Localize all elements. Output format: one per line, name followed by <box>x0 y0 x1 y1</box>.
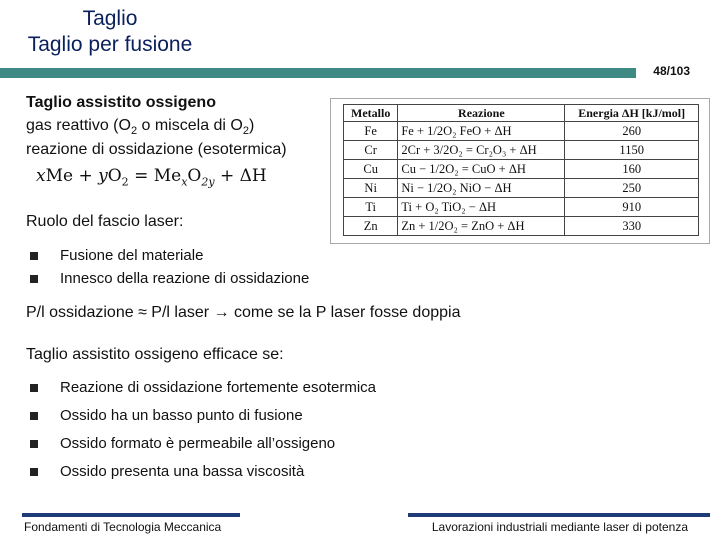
power-line: P/l ossidazione ≈ P/l laser → come se la P laser fosse doppia <box>26 304 461 321</box>
gas-line-prefix: gas reattivo (O <box>26 117 131 134</box>
formula-plus: + <box>73 166 99 186</box>
gas-line-mid: o miscela di O <box>137 117 243 134</box>
cell-energy: 160 <box>565 160 699 179</box>
formula-me: Me <box>45 166 74 186</box>
effective-title: Taglio assistito ossigeno efficace se: <box>26 346 284 363</box>
footer-bar-right <box>408 513 710 517</box>
oxidation-formula: xMe + $yO_2 = Me_xO_{2y} + \Delta H$ <box>36 166 267 189</box>
table-row <box>344 141 699 160</box>
laser-role-title: Ruolo del fascio laser: <box>26 213 184 230</box>
reaction-table <box>343 104 699 236</box>
cell-metal: Zn <box>344 217 398 236</box>
table-header-row <box>344 105 699 122</box>
col-header-energy: Energia ΔH [kJ/mol] <box>565 105 699 122</box>
cell-reaction: Ni − 1/2O₂ NiO − ΔH <box>398 179 565 198</box>
gas-line: gas reattivo ($O_2$ o miscela di $O_2$) <box>26 117 255 138</box>
formula-sub-x: x <box>181 175 188 189</box>
formula-oxide-metal: Me <box>153 166 182 186</box>
list-item: Ossido ha un basso punto di fusione <box>26 406 376 434</box>
table-row <box>344 122 699 141</box>
table-row <box>344 179 699 198</box>
formula-equals: = <box>128 166 154 186</box>
cell-energy: 1150 <box>565 141 699 160</box>
gas-line-suffix: ) <box>249 117 255 134</box>
formula-sub-2y: 2y <box>201 175 215 189</box>
list-item: Ossido presenta una bassa viscosità <box>26 462 376 490</box>
footer-left-text: Fondamenti di Tecnologia Meccanica <box>24 520 222 534</box>
formula-enthalpy: + ΔH <box>214 166 267 186</box>
list-item: Reazione di ossidazione fortemente esotermica <box>26 378 376 406</box>
cell-metal: Ni <box>344 179 398 198</box>
effective-conditions-list <box>26 378 376 490</box>
cell-reaction: Cu − 1/2O₂ = CuO + ΔH <box>398 160 565 179</box>
header-accent-bar <box>0 68 636 78</box>
cell-metal: Cr <box>344 141 398 160</box>
col-header-metal: Metallo <box>344 105 398 122</box>
page-number: 48/103 <box>653 64 690 78</box>
cell-reaction: Fe + 1/2O₂ FeO + ΔH <box>398 122 565 141</box>
footer-right-text: Lavorazioni industriali mediante laser di potenza <box>431 520 688 534</box>
col-header-reaction: Reazione <box>398 105 565 122</box>
cell-energy: 330 <box>565 217 699 236</box>
cell-energy: 260 <box>565 122 699 141</box>
reaction-line: reazione di ossidazione (esotermica) <box>26 141 287 158</box>
list-item: Innesco della reazione di ossidazione <box>26 269 309 292</box>
cell-reaction: Ti + O₂ TiO₂ − ΔH <box>398 198 565 217</box>
reaction-table-figure <box>330 98 710 244</box>
table-row <box>344 217 699 236</box>
formula-y: y <box>98 166 108 186</box>
list-item: Ossido formato è permeabile all’ossigeno <box>26 434 376 462</box>
section-title: Taglio assistito ossigeno <box>26 94 216 111</box>
cell-metal: Ti <box>344 198 398 217</box>
formula-o: O <box>107 166 122 186</box>
cell-energy: 250 <box>565 179 699 198</box>
formula-oxide-o: O <box>187 166 202 186</box>
cell-energy: 910 <box>565 198 699 217</box>
list-item: Fusione del materiale <box>26 246 309 269</box>
footer-bar <box>0 513 720 518</box>
table-row <box>344 198 699 217</box>
cell-metal: Cu <box>344 160 398 179</box>
footer-bar-left <box>22 513 240 517</box>
header-line-1: Taglio <box>82 7 138 30</box>
formula-x: x <box>36 166 46 186</box>
table-row <box>344 160 699 179</box>
header-line-2: Taglio per fusione <box>27 33 193 56</box>
cell-metal: Fe <box>344 122 398 141</box>
cell-reaction: Zn + 1/2O₂ = ZnO + ΔH <box>398 217 565 236</box>
laser-role-list <box>26 246 309 292</box>
slide-header <box>0 6 220 58</box>
cell-reaction: 2Cr + 3/2O₂ = Cr₂O₃ + ΔH <box>398 141 565 160</box>
